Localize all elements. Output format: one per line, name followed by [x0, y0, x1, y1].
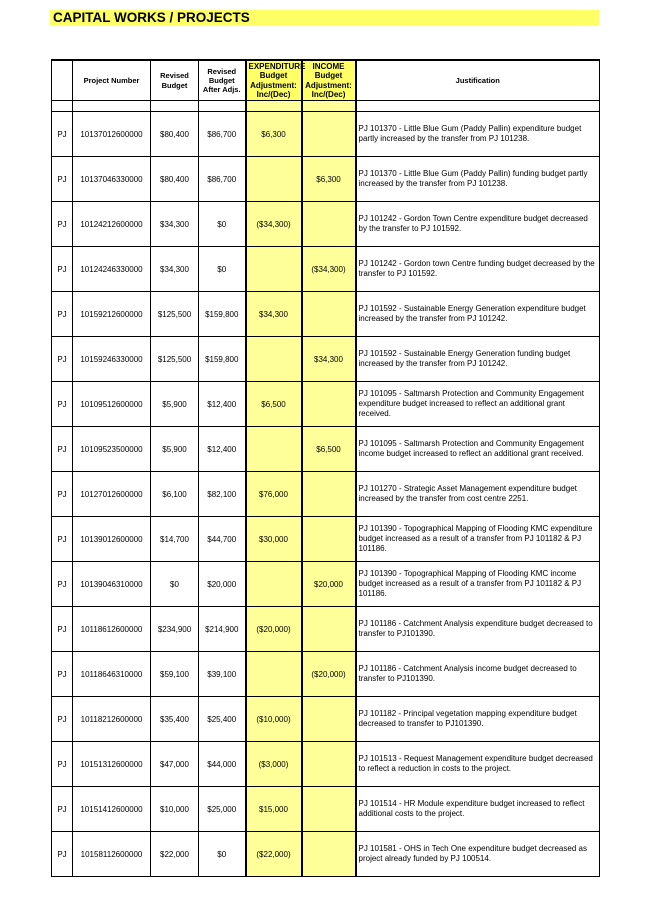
revised-after-cell: $0 — [199, 247, 246, 292]
revised-budget-cell: $6,100 — [151, 472, 199, 517]
revised-budget-cell: $59,100 — [151, 652, 199, 697]
expenditure-adjustment-cell: $15,000 — [246, 787, 302, 832]
table-row — [52, 517, 600, 562]
revised-after-cell: $20,000 — [199, 562, 246, 607]
expenditure-adjustment-cell: ($10,000) — [246, 697, 302, 742]
expenditure-adjustment-cell: ($3,000) — [246, 742, 302, 787]
revised-after-cell: $39,100 — [199, 652, 246, 697]
row-type-cell: PJ — [52, 607, 73, 652]
project-number-cell: 10137012600000 — [73, 112, 151, 157]
project-number-cell: 10127012600000 — [73, 472, 151, 517]
project-number-cell: 10109523500000 — [73, 427, 151, 472]
header-expenditure: EXPENDITURE Budget Adjustment: Inc/(Dec) — [246, 60, 302, 101]
page-title: CAPITAL WORKS / PROJECTS — [53, 10, 250, 25]
revised-budget-cell: $5,900 — [151, 382, 199, 427]
project-number-cell: 10139046310000 — [73, 562, 151, 607]
revised-budget-cell: $35,400 — [151, 697, 199, 742]
expenditure-adjustment-cell: $6,500 — [246, 382, 302, 427]
revised-after-cell: $214,900 — [199, 607, 246, 652]
revised-budget-cell: $80,400 — [151, 157, 199, 202]
table-row — [52, 472, 600, 517]
revised-after-cell: $159,800 — [199, 337, 246, 382]
header-project-number: Project Number — [73, 60, 151, 101]
expenditure-adjustment-cell — [246, 562, 302, 607]
revised-budget-cell: $5,900 — [151, 427, 199, 472]
table-row — [52, 112, 600, 157]
income-adjustment-cell: $34,300 — [302, 337, 356, 382]
row-type-cell: PJ — [52, 742, 73, 787]
revised-budget-cell: $80,400 — [151, 112, 199, 157]
revised-budget-cell: $234,900 — [151, 607, 199, 652]
table-row — [52, 697, 600, 742]
row-type-cell: PJ — [52, 787, 73, 832]
project-number-cell: 10158112600000 — [73, 832, 151, 877]
justification-cell: PJ 101514 - HR Module expenditure budget increased to reflect additional costs to the project. — [356, 787, 600, 832]
row-type-cell: PJ — [52, 697, 73, 742]
spacer-cell — [52, 101, 73, 112]
income-adjustment-cell — [302, 832, 356, 877]
table-row — [52, 742, 600, 787]
project-number-cell: 10159212600000 — [73, 292, 151, 337]
revised-budget-cell: $34,300 — [151, 247, 199, 292]
project-number-cell: 10151312600000 — [73, 742, 151, 787]
spacer-cell — [356, 101, 600, 112]
revised-after-cell: $25,400 — [199, 697, 246, 742]
expenditure-adjustment-cell: ($34,300) — [246, 202, 302, 247]
income-adjustment-cell — [302, 292, 356, 337]
table-row — [52, 652, 600, 697]
project-number-cell: 10124246330000 — [73, 247, 151, 292]
revised-budget-cell: $125,500 — [151, 337, 199, 382]
spacer-cell — [199, 101, 246, 112]
expenditure-adjustment-cell: $30,000 — [246, 517, 302, 562]
justification-cell: PJ 101390 - Topographical Mapping of Flooding KMC income budget increased as a result of a transfer from PJ 101182 & PJ 101186. — [356, 562, 600, 607]
project-number-cell: 10118212600000 — [73, 697, 151, 742]
justification-cell: PJ 101186 - Catchment Analysis income budget decreased to transfer to PJ101390. — [356, 652, 600, 697]
expenditure-adjustment-cell — [246, 427, 302, 472]
income-adjustment-cell: ($20,000) — [302, 652, 356, 697]
justification-cell: PJ 101242 - Gordon Town Centre expenditure budget decreased by the transfer to PJ 101592. — [356, 202, 600, 247]
table-row — [52, 787, 600, 832]
justification-cell: PJ 101370 - Little Blue Gum (Paddy Pallin) expenditure budget partly increased by the transfer from PJ 101238. — [356, 112, 600, 157]
table-row — [52, 247, 600, 292]
justification-cell: PJ 101270 - Strategic Asset Management expenditure budget increased by the transfer from cost centre 2251. — [356, 472, 600, 517]
revised-after-cell: $44,000 — [199, 742, 246, 787]
revised-budget-cell: $47,000 — [151, 742, 199, 787]
income-adjustment-cell — [302, 382, 356, 427]
revised-after-cell: $12,400 — [199, 382, 246, 427]
spacer-row — [52, 101, 600, 112]
income-adjustment-cell — [302, 202, 356, 247]
revised-budget-cell: $14,700 — [151, 517, 199, 562]
income-adjustment-cell: $6,300 — [302, 157, 356, 202]
row-type-cell: PJ — [52, 337, 73, 382]
justification-cell: PJ 101390 - Topographical Mapping of Flooding KMC expenditure budget increased as a result of a transfer from PJ 101182 & PJ 101186. — [356, 517, 600, 562]
table-row — [52, 202, 600, 247]
revised-after-cell: $86,700 — [199, 112, 246, 157]
income-adjustment-cell: $20,000 — [302, 562, 356, 607]
income-adjustment-cell — [302, 742, 356, 787]
project-number-cell: 10151412600000 — [73, 787, 151, 832]
row-type-cell: PJ — [52, 292, 73, 337]
income-adjustment-cell — [302, 697, 356, 742]
revised-after-cell: $0 — [199, 832, 246, 877]
project-number-cell: 10118612600000 — [73, 607, 151, 652]
expenditure-adjustment-cell: $76,000 — [246, 472, 302, 517]
row-type-cell: PJ — [52, 562, 73, 607]
income-adjustment-cell — [302, 787, 356, 832]
project-number-cell: 10137046330000 — [73, 157, 151, 202]
project-number-cell: 10159246330000 — [73, 337, 151, 382]
header-revised-after: Revised Budget After Adjs. — [199, 60, 246, 101]
table-row — [52, 832, 600, 877]
revised-budget-cell: $10,000 — [151, 787, 199, 832]
justification-cell: PJ 101513 - Request Management expenditure budget decreased to reflect a reduction in costs to the project. — [356, 742, 600, 787]
spacer-cell — [151, 101, 199, 112]
project-number-cell: 10124212600000 — [73, 202, 151, 247]
table-row — [52, 382, 600, 427]
revised-after-cell: $159,800 — [199, 292, 246, 337]
justification-cell: PJ 101095 - Saltmarsh Protection and Community Engagement expenditure budget increased to reflect an additional grant received. — [356, 382, 600, 427]
justification-cell: PJ 101095 - Saltmarsh Protection and Community Engagement income budget increased to reflect an additional grant received. — [356, 427, 600, 472]
justification-cell: PJ 101592 - Sustainable Energy Generation funding budget increased by the transfer from PJ 101242. — [356, 337, 600, 382]
row-type-cell: PJ — [52, 517, 73, 562]
revised-after-cell: $86,700 — [199, 157, 246, 202]
spacer-cell — [73, 101, 151, 112]
header-revised-budget: Revised Budget — [151, 60, 199, 101]
table-row — [52, 337, 600, 382]
revised-after-cell: $0 — [199, 202, 246, 247]
expenditure-adjustment-cell: $6,300 — [246, 112, 302, 157]
header-blank — [52, 60, 73, 101]
revised-after-cell: $12,400 — [199, 427, 246, 472]
justification-cell: PJ 101186 - Catchment Analysis expenditure budget decreased to transfer to PJ101390. — [356, 607, 600, 652]
row-type-cell: PJ — [52, 832, 73, 877]
expenditure-adjustment-cell: ($20,000) — [246, 607, 302, 652]
revised-after-cell: $25,000 — [199, 787, 246, 832]
justification-cell: PJ 101182 - Principal vegetation mapping expenditure budget decreased to transfer to PJ101390. — [356, 697, 600, 742]
row-type-cell: PJ — [52, 652, 73, 697]
expenditure-adjustment-cell — [246, 247, 302, 292]
table-row — [52, 562, 600, 607]
row-type-cell: PJ — [52, 382, 73, 427]
income-adjustment-cell — [302, 472, 356, 517]
income-adjustment-cell — [302, 517, 356, 562]
income-adjustment-cell: ($34,300) — [302, 247, 356, 292]
expenditure-adjustment-cell: $34,300 — [246, 292, 302, 337]
income-adjustment-cell: $6,500 — [302, 427, 356, 472]
row-type-cell: PJ — [52, 112, 73, 157]
expenditure-adjustment-cell: ($22,000) — [246, 832, 302, 877]
justification-cell: PJ 101581 - OHS in Tech One expenditure budget decreased as project already funded by PJ 100514. — [356, 832, 600, 877]
table-row — [52, 607, 600, 652]
project-number-cell: 10109512600000 — [73, 382, 151, 427]
header-row — [52, 60, 600, 101]
title-bar — [50, 10, 599, 26]
expenditure-adjustment-cell — [246, 157, 302, 202]
table-row — [52, 157, 600, 202]
spacer-cell — [246, 101, 302, 112]
income-adjustment-cell — [302, 607, 356, 652]
revised-budget-cell: $22,000 — [151, 832, 199, 877]
header-justification: Justification — [356, 60, 600, 101]
revised-budget-cell: $125,500 — [151, 292, 199, 337]
project-number-cell: 10118646310000 — [73, 652, 151, 697]
expenditure-adjustment-cell — [246, 337, 302, 382]
row-type-cell: PJ — [52, 247, 73, 292]
capital-works-table — [51, 59, 600, 877]
justification-cell: PJ 101370 - Little Blue Gum (Paddy Pallin) funding budget partly increased by the transfer from PJ 101238. — [356, 157, 600, 202]
row-type-cell: PJ — [52, 157, 73, 202]
project-number-cell: 10139012600000 — [73, 517, 151, 562]
row-type-cell: PJ — [52, 202, 73, 247]
justification-cell: PJ 101592 - Sustainable Energy Generation expenditure budget increased by the transfer from PJ 101242. — [356, 292, 600, 337]
table-row — [52, 427, 600, 472]
expenditure-adjustment-cell — [246, 652, 302, 697]
table-row — [52, 292, 600, 337]
row-type-cell: PJ — [52, 427, 73, 472]
revised-after-cell: $82,100 — [199, 472, 246, 517]
header-income: INCOME Budget Adjustment: Inc/(Dec) — [302, 60, 356, 101]
justification-cell: PJ 101242 - Gordon town Centre funding budget decreased by the transfer to PJ 101592. — [356, 247, 600, 292]
income-adjustment-cell — [302, 112, 356, 157]
revised-after-cell: $44,700 — [199, 517, 246, 562]
revised-budget-cell: $0 — [151, 562, 199, 607]
spacer-cell — [302, 101, 356, 112]
row-type-cell: PJ — [52, 472, 73, 517]
revised-budget-cell: $34,300 — [151, 202, 199, 247]
